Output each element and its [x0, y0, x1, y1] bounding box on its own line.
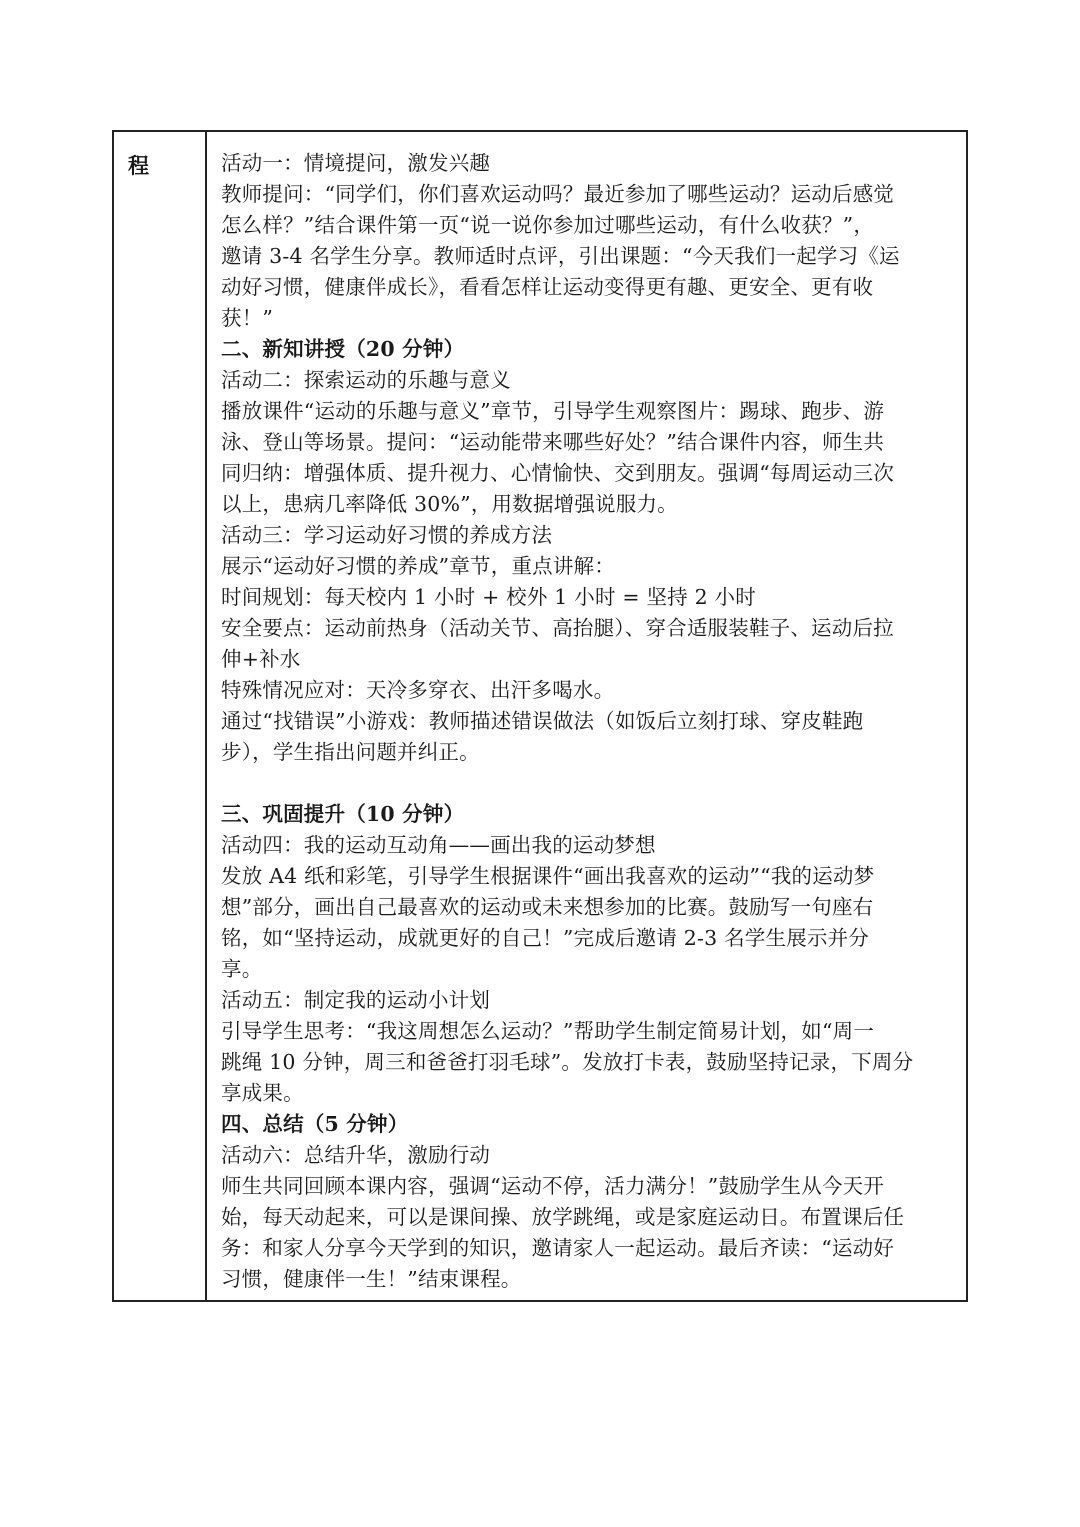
- text-line: 通过“找错误”小游戏：教师描述错误做法（如饭后立刻打球、穿皮鞋跑: [221, 709, 864, 733]
- text-line: 活动一：情境提问，激发兴趣: [221, 151, 491, 175]
- text-line: 想”部分，画出自己最喜欢的运动或未来想参加的比赛。鼓励写一句座右: [221, 895, 874, 919]
- text-line: 享成果。: [221, 1081, 304, 1105]
- text-line: 时间规划：每天校内 1 小时 + 校外 1 小时 = 坚持 2 小时: [221, 585, 756, 609]
- text-line: 引导学生思考：“我这周想怎么运动？”帮助学生制定简易计划，如“周一: [221, 1019, 875, 1043]
- text-line: 泳、登山等场景。提问：“运动能带来哪些好处？”结合课件内容，师生共: [221, 430, 885, 454]
- text-line: 怎么样？”结合课件第一页“说一说你参加过哪些运动，有什么收获？”，: [221, 213, 875, 237]
- text-line: 活动五：制定我的运动小计划: [221, 988, 491, 1012]
- text-line: 步），学生指出问题并纠正。: [221, 740, 480, 764]
- text-line: 务：和家人分享今天学到的知识，邀请家人一起运动。最后齐读：“运动好: [221, 1236, 895, 1260]
- text-line: 特殊情况应对：天冷多穿衣、出汗多喝水。: [221, 678, 615, 702]
- text-line: 活动四：我的运动互动角——画出我的运动梦想: [221, 833, 656, 857]
- text-line: 以上，患病几率降低 30%”，用数据增强说服力。: [221, 492, 678, 516]
- text-line: 展示“运动好习惯的养成”章节，重点讲解：: [221, 554, 615, 578]
- text-line: 伸+补水: [221, 647, 301, 671]
- text-line: 播放课件“运动的乐趣与意义”章节，引导学生观察图片：踢球、跑步、游: [221, 399, 885, 423]
- text-line: 师生共同回顾本课内容，强调“运动不停，活力满分！”鼓励学生从今天开: [221, 1174, 885, 1198]
- text-line: 活动六：总结升华，激励行动: [221, 1143, 491, 1167]
- text-line: 动好习惯，健康伴成长》，看看怎样让运动变得更有趣、更安全、更有收: [221, 275, 874, 299]
- text-line: 始，每天动起来，可以是课间操、放学跳绳，或是家庭运动日。布置课后任: [221, 1205, 905, 1229]
- content-cell: [207, 132, 966, 1300]
- text-line: 发放 A4 纸和彩笔，引导学生根据课件“画出我喜欢的运动”“我的运动梦: [221, 864, 875, 888]
- text-line: 邀请 3-4 名学生分享。教师适时点评，引出课题：“今天我们一起学习《运: [221, 244, 900, 268]
- text-line: 享。: [221, 957, 263, 981]
- label-cell: [114, 132, 207, 1300]
- text-line: 活动二：探索运动的乐趣与意义: [221, 368, 511, 392]
- section-heading: 三、巩固提升（10 分钟）: [221, 802, 465, 826]
- text-line: 教师提问：“同学们，你们喜欢运动吗？最近参加了哪些运动？运动后感觉: [221, 182, 895, 206]
- section-heading: 四、总结（5 分钟）: [221, 1112, 409, 1136]
- text-line: 安全要点：运动前热身（活动关节、高抬腿）、穿合适服装鞋子、运动后拉: [221, 616, 894, 640]
- text-line: 同归纳：增强体质、提升视力、心情愉快、交到朋友。强调“每周运动三次: [221, 461, 895, 485]
- blank-line: [221, 768, 948, 799]
- text-line: 跳绳 10 分钟，周三和爸爸打羽毛球”。发放打卡表，鼓励坚持记录，下周分: [221, 1050, 914, 1074]
- section-heading: 二、新知讲授（20 分钟）: [221, 337, 465, 361]
- text-line: 获！”: [221, 306, 274, 330]
- text-line: 铭，如“坚持运动，成就更好的自己！”完成后邀请 2-3 名学生展示并分: [221, 926, 870, 950]
- lesson-table: [112, 130, 968, 1302]
- row-label: 程: [128, 153, 149, 178]
- text-line: 活动三：学习运动好习惯的养成方法: [221, 523, 553, 547]
- text-line: 习惯，健康伴一生！”结束课程。: [221, 1267, 522, 1291]
